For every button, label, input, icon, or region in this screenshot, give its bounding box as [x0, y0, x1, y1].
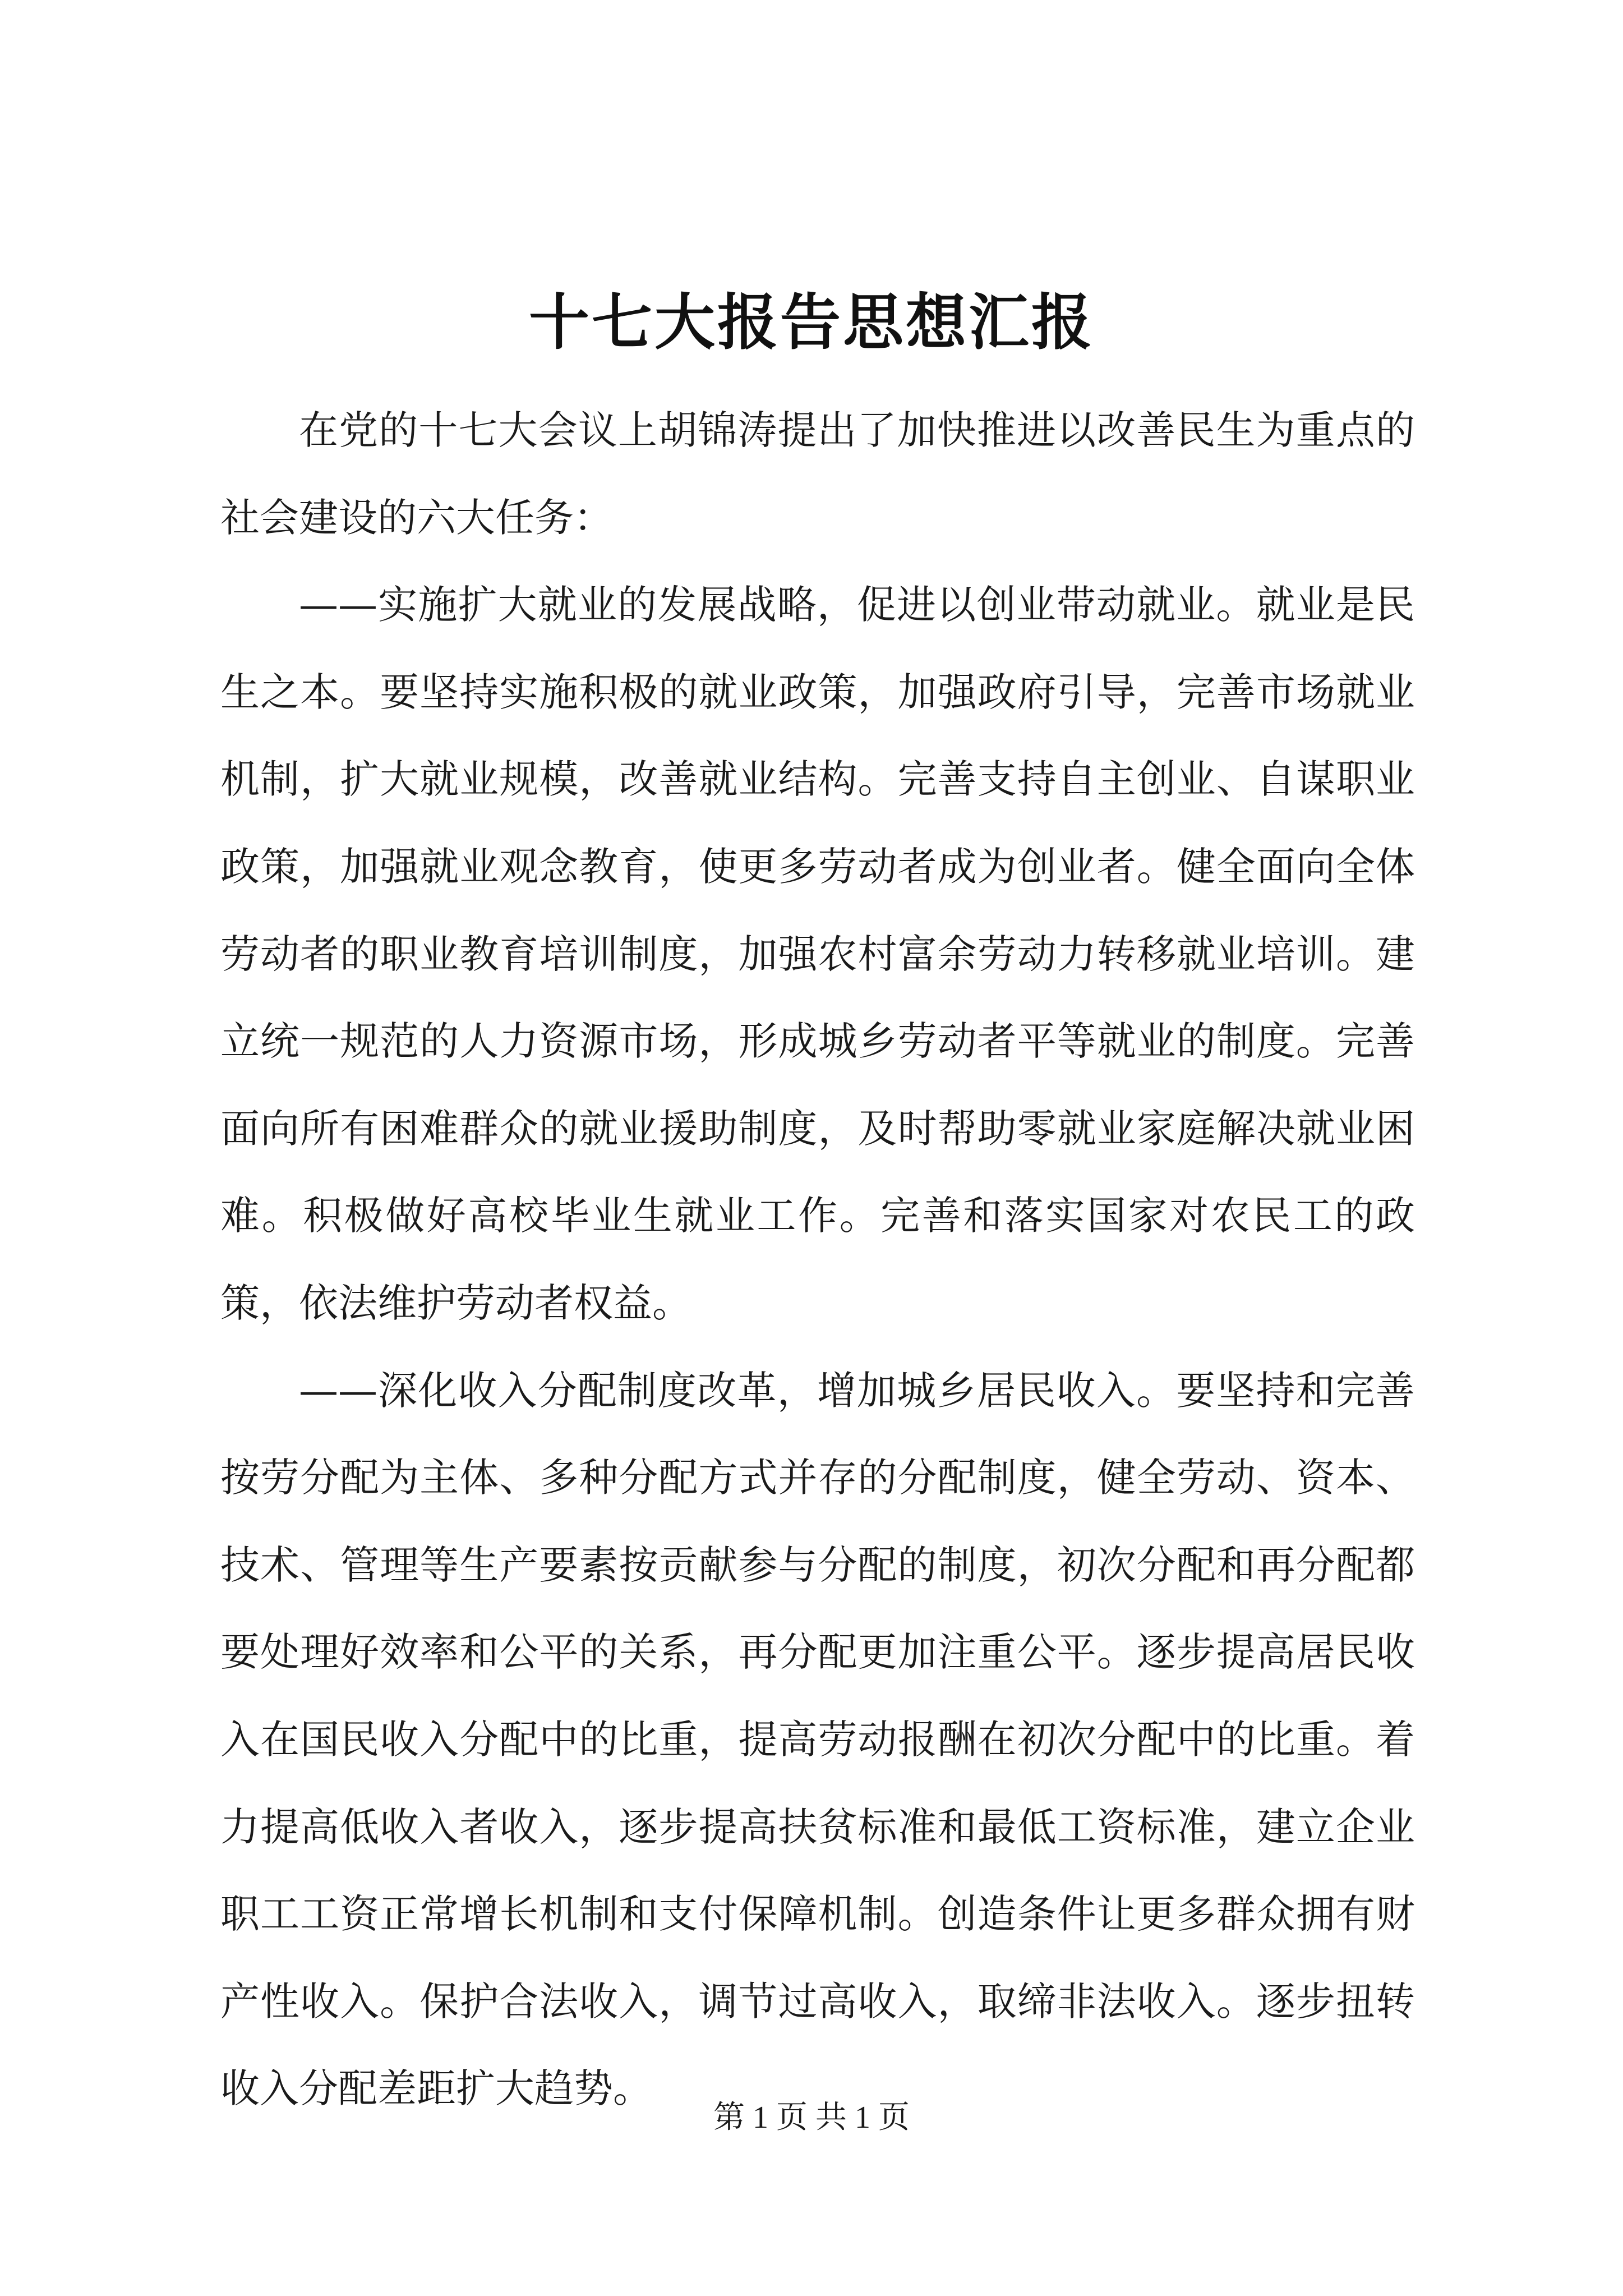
- paragraph-income-distribution: ——深化收入分配制度改革，增加城乡居民收入。要坚持和完善按劳分配为主体、多种分配方式并存的分配制度，健全劳动、资本、技术、管理等生产要素按贡献参与分配的制度，初次分配和再分配都要处理好效率和公平的关系，再分配更加注重公平。逐步提高居民收入在国民收入分配中的比重，提高劳动报酬在初次分配中的比重。着力提高低收入者收入，逐步提高扶贫标准和最低工资标准，建立企业职工工资正常增长机制和支付保障机制。创造条件让更多群众拥有财产性收入。保护合法收入，调节过高收入，取缔非法收入。逐步扭转收入分配差距扩大趋势。: [220, 1367, 1415, 2112]
- document-body: [220, 387, 1415, 2133]
- paragraph-employment: ——实施扩大就业的发展战略，促进以创业带动就业。就业是民生之本。要坚持实施积极的就业政策，加强政府引导，完善市场就业机制，扩大就业规模，改善就业结构。完善支持自主创业、自谋职业政策，加强就业观念教育，使更多劳动者成为创业者。健全面向全体劳动者的职业教育培训制度，加强农村富余劳动力转移就业培训。建立统一规范的人力资源市场，形成城乡劳动者平等就业的制度。完善面向所有困难群众的就业援助制度，及时帮助零就业家庭解决就业困难。积极做好高校毕业生就业工作。完善和落实国家对农民工的政策，依法维护劳动者权益。: [220, 582, 1415, 1326]
- page-number-footer: 第 1 页 共 1 页: [713, 2100, 910, 2135]
- paragraph-intro: 在党的十七大会议上胡锦涛提出了加快推进以改善民生为重点的社会建设的六大任务：: [220, 407, 1415, 541]
- document-title: 十七大报告思想汇报: [528, 287, 1094, 358]
